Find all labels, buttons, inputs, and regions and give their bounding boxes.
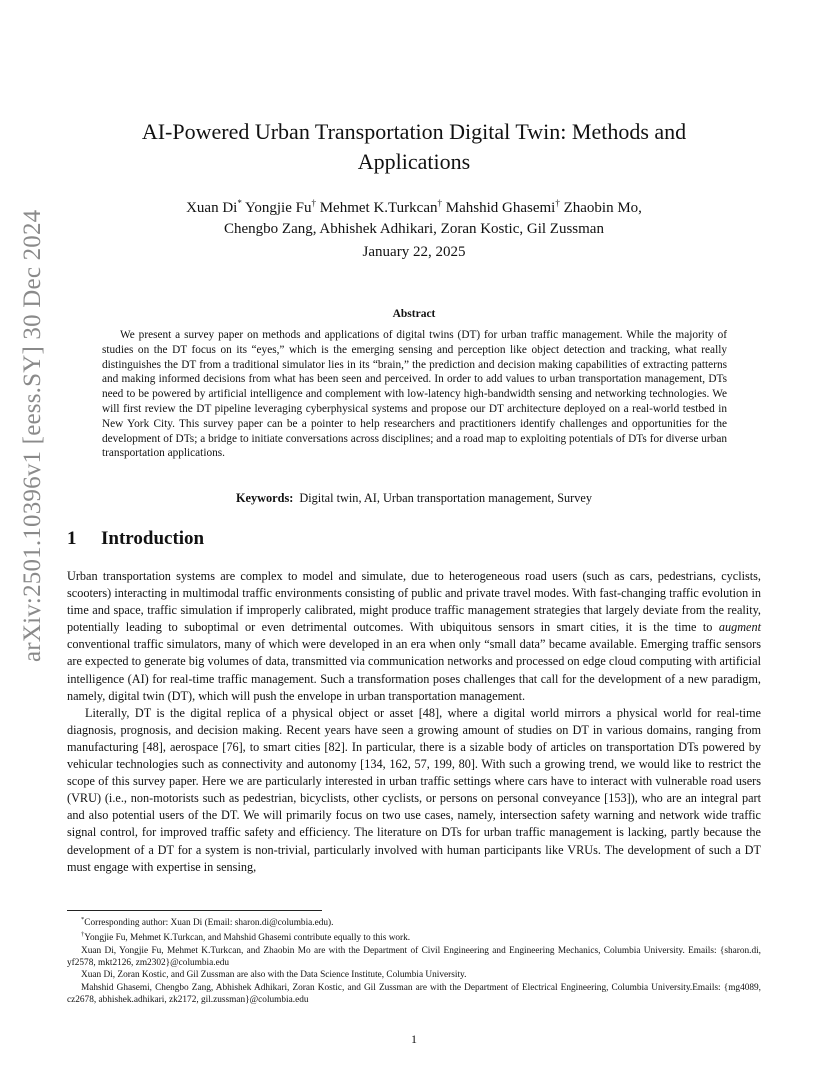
- keywords-label: Keywords:: [235, 491, 294, 505]
- author-mark: †: [555, 198, 560, 208]
- footnote-mark: *: [81, 916, 85, 923]
- footnote: Xuan Di, Yongjie Fu, Mehmet K.Turkcan, and Zhaobin Mo are with the Department of Civil Engineering and Engineering Mechanics, Columbia University. Emails: {sharon.di, yf2578, mkt2126, zm2302}@columbia.edu: [67, 945, 761, 969]
- footnote-rule: [67, 910, 322, 911]
- paragraph: Literally, DT is the digital replica of a physical object or asset [48], where a digital world mirrors a physical world for real-time diagnosis, prognosis, and decision making. Recent years have seen a growing amount of studies on DT in various domains, ranging from manufacturing [48], aerospace [76], to smart cities [82]. In particular, there is a sizable body of articles on transportation DTs powered by vehicular technologies such as connectivity and autonomy [134, 162, 57, 199, 80]. With such a growing trend, we would like to restrict the scope of this survey paper. Here we are particularly interested in urban traffic settings where cars have to interact with vulnerable road users (VRU) (i.e., non-motorists such as pedestrian, bicyclists, other cyclists, or persons on personal conveyance [153]), who are an integral part and also potential users of the DT. We will primarily focus on two use cases, namely, intersection safety warning and network wide traffic signal control, for improved traffic safety and efficiency. The literature on DTs for urban traffic management is lacking, partly because the development of a DT for a system is non-trivial, particularly involved with human participants like VRUs. The development of such a DT must engage with expertise in sensing,: [67, 705, 761, 874]
- section-title: Introduction: [101, 528, 205, 549]
- footnote: Xuan Di, Zoran Kostic, and Gil Zussman are also with the Data Science Institute, Columbia University.: [81, 970, 467, 981]
- paper-date: January 22, 2025: [362, 244, 466, 260]
- author-mark: *: [237, 198, 242, 208]
- author-line-2: Chengbo Zang, Abhishek Adhikari, Zoran Kostic, Gil Zussman: [224, 221, 604, 237]
- footnote-text: Corresponding author: Xuan Di (Email: sharon.di@columbia.edu).: [84, 918, 334, 929]
- paragraph-text: Urban transportation systems are complex to model and simulate, due to heterogeneous road users (such as cars, pedestrians, cyclists, scooters) interacting in multimodal traffic environments consisting of public and private travel modes. With fast-changing traffic evolution in time and space, traffic simulation if improperly calibrated, might produce traffic management strategies that largely deviate from the reality, potentially leading to suboptimal or even detrimental outcomes. With ubiquitous sensors in smart cities, it is the time to: [67, 569, 761, 635]
- footnote: [67, 914, 761, 929]
- author-line-1: [100, 193, 728, 219]
- emphasis-text: augment: [718, 620, 761, 635]
- author-list: [100, 193, 728, 240]
- keywords: [100, 491, 728, 506]
- author-name: Zhaobin Mo,: [563, 200, 642, 216]
- footnote-mark: †: [81, 931, 85, 939]
- footnotes: [67, 914, 761, 1006]
- section-number: 1: [67, 528, 77, 549]
- footnote: Mahshid Ghasemi, Chengbo Zang, Abhishek Adhikari, Zoran Kostic, and Gil Zussman are with the Department of Electrical Engineering, Columbia University.Emails: {mg4089, cz2678, abhishek.adhikari, zk2172, gil.zussman}@columbia.edu: [67, 982, 761, 1005]
- arxiv-stamp: arXiv:2501.10396v1 [eess.SY] 30 Dec 2024: [19, 209, 46, 662]
- keywords-value: Digital twin, AI, Urban transportation management, Survey: [299, 491, 593, 505]
- author-mark: †: [437, 198, 442, 208]
- author-name: Xuan Di: [186, 200, 238, 216]
- footnote: [67, 929, 761, 944]
- abstract-heading: Abstract: [392, 308, 436, 320]
- author-mark: †: [311, 198, 316, 208]
- abstract-text: We present a survey paper on methods and applications of digital twins (DT) for urban traffic management. While the majority of studies on the DT focus on its “eyes,” which is the emerging sensing and perception like object detection and tracking, what really distinguishes the DT from a traditional simulator lies in its “brain,” the prediction and decision making capabilities of extracting patterns and making informed decisions from what has been seen and perceived. In order to add values to urban transportation management, DTs need to be powered by artificial intelligence and complement with low-latency high-bandwidth sensing and networking technologies. We will first review the DT pipeline leveraging cyberphysical systems and propose our DT architecture deployed on a real-world testbed in New York City. This survey paper can be a pointer to help researchers and practitioners identify challenges and opportunities for the development of DTs; a bridge to initiate conversations across disciplines; and a road map to exploiting potentials of DTs for diverse urban transportation applications.: [102, 329, 727, 460]
- paragraph: [67, 568, 761, 705]
- author-name: Mahshid Ghasemi: [445, 200, 556, 216]
- paper-title: AI-Powered Urban Transportation Digital Twin: Methods and Applications: [141, 119, 687, 174]
- footnote-text: Yongjie Fu, Mehmet K.Turkcan, and Mahshid Ghasemi contribute equally to this work.: [84, 933, 411, 944]
- author-name: Yongjie Fu: [245, 200, 312, 216]
- body-text: [67, 568, 761, 876]
- section-heading: [67, 528, 204, 550]
- paragraph-text: conventional traffic simulators, many of which were developed in an era when only “small data” became available. Emerging traffic sensors are expected to generate big volumes of data, transmitted via communication networks and processed on edge cloud computing with artificial intelligence (AI) for real-time traffic management. Such a transformation poses challenges that call for the development of a new paradigm, namely, digital twin (DT), which will push the envelope in urban transportation management.: [67, 637, 761, 703]
- author-name: Mehmet K.Turkcan: [319, 200, 438, 216]
- page-number: 1: [411, 1032, 417, 1046]
